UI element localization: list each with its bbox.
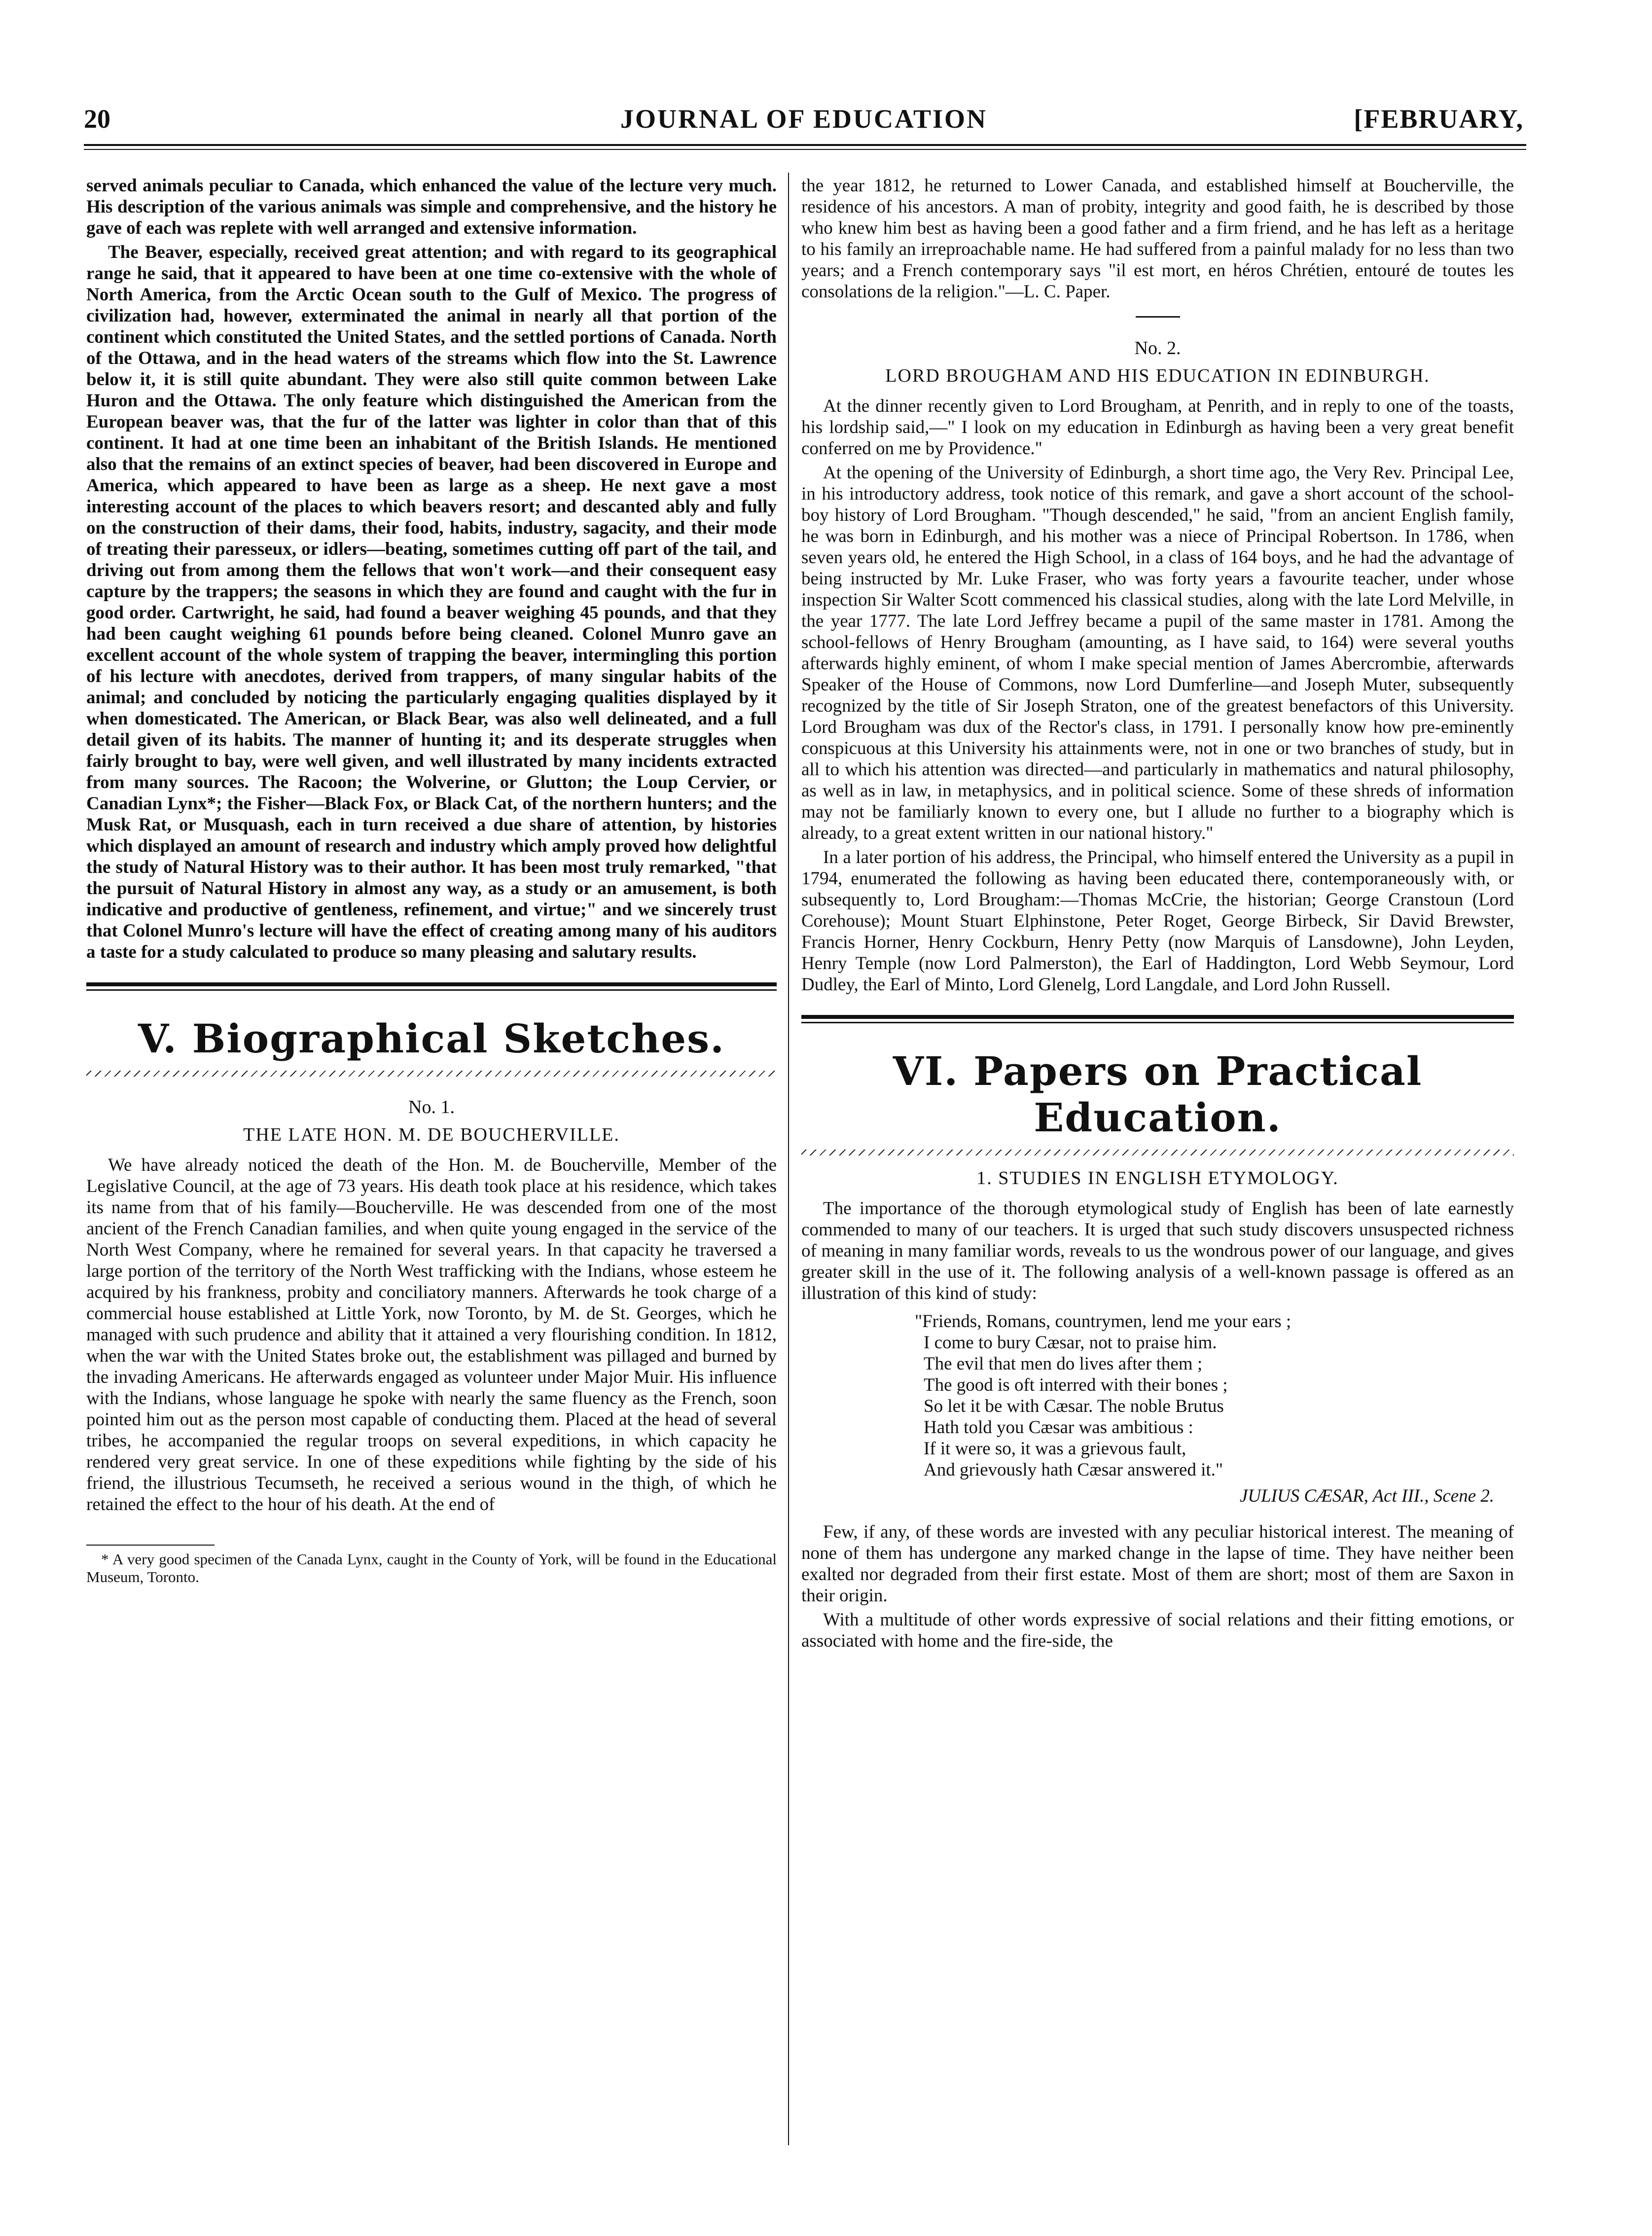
article-title: LORD BROUGHAM AND HIS EDUCATION IN EDINBURGH. — [885, 365, 1430, 386]
article-number: No. 1. — [408, 1097, 455, 1118]
poem-line: Hath told you Cæsar was ambitious : — [924, 1417, 1193, 1438]
section-heading-practical-education: VI. Papers on Practical Education. — [893, 1048, 1423, 1141]
paragraph: the year 1812, he returned to Lower Canada, and established himself at Boucherville, the residence of his ancestors. A man of probity, integrity and good faith, he is described by those who knew him best as having been a good father and a firm friend, and he has left as a heritage to his family an irreproachable name. He had suffered from a painful malady for no less than two years; and a French contemporary says "il est mort, en héros Chrétien, entouré de toutes les consolations de la religion."—L. C. Paper. — [801, 176, 1514, 302]
article-title: 1. STUDIES IN ENGLISH ETYMOLOGY. — [976, 1168, 1339, 1189]
article-title: THE LATE HON. M. DE BOUCHERVILLE. — [243, 1124, 620, 1145]
column-separator — [788, 173, 789, 2145]
poem-line: The evil that men do lives after them ; — [924, 1354, 1203, 1374]
section-rule-thin — [86, 989, 777, 991]
poem-line: So let it be with Cæsar. The noble Brutus — [924, 1396, 1224, 1416]
running-title: JOURNAL OF EDUCATION — [620, 104, 988, 134]
right-column — [801, 175, 1514, 1655]
left-column — [86, 175, 777, 1586]
paragraph: With a multitude of other words expressive of social relations and their fitting emotions, or associated with home and the fire-side, the — [801, 1610, 1514, 1651]
paragraph: served animals peculiar to Canada, which enhanced the value of the lecture very much. His description of the various animals was simple and comprehensive, and the history he gave of each was replete with well arranged and extensive information. — [86, 176, 777, 238]
wavy-rule — [801, 1150, 1514, 1155]
running-header — [84, 104, 1524, 138]
wavy-rule — [86, 1071, 777, 1077]
paragraph: The Beaver, especially, received great attention; and with regard to its geographical range he said, that it appeared to have been at one time co-extensive with the whole of North America, from the Arctic Ocean south to the Gulf of Mexico. The progress of civilization had, however, exterminated the animal in nearly all that portion of the continent which constituted the United States, and the settled portions of Canada. North of the Ottawa, and in the head waters of the streams which flow into the St. Lawrence below it, it is still quite abundant. They were also still quite common between Lake Huron and the Ottawa. The only feature which distinguished the American from the European beaver was, that the fur of the latter was lighter in color than that of this continent. It had at one time been an inhabitant of the British Islands. He mentioned also that the remains of an extinct species of beaver, had been discovered in Europe and America, which appeared to have been as large as a sheep. He next gave a most interesting account of the places to which beavers resort; and descanted ably and fully on the construction of their dams, their food, habits, industry, sagacity, and their mode of treating their paresseux, or idlers—beating, sometimes cutting off part of the tail, and driving out from among them the fellows that won't work—and their consequent easy capture by the trappers; the seasons in which they are found and caught with the fur in good order. Cartwright, he said, had found a beaver weighing 45 pounds, and that they had been caught weighing 61 pounds before being cleaned. Colonel Munro gave an excellent account of the whole system of trapping the beaver, intermingling this portion of his lecture with anecdotes, derived from trappers, of many singular habits of the animal; and concluded by noticing the particularly engaging qualities displayed by it when domesticated. The American, or Black Bear, was also well delineated, and a full detail given of its habits. The manner of hunting it; and its desperate struggles when fairly brought to bay, were well given, and well illustrated by many incidents extracted from many sources. The Racoon; the Wolverine, or Glutton; the Loup Cervier, or Canadian Lynx*; the Fisher—Black Fox, or Black Cat, of the northern hunters; and the Musk Rat, or Musquash, each in turn received a due share of attention, by histories which displayed an amount of research and industry which amply proved how delightful the study of Natural History was to their author. It has been most truly remarked, "that the pursuit of Natural History in almost any way, as a study or an amusement, is both indicative and productive of gentleness, refinement, and virtue;" and we sincerely trust that Colonel Munro's lecture will have the effect of creating among many of his auditors a taste for a study calculated to produce so many pleasing and salutary results. — [86, 242, 777, 962]
poem-citation: JULIUS CÆSAR, Act III., Scene 2. — [1239, 1486, 1494, 1506]
poem-line: I come to bury Cæsar, not to praise him. — [924, 1333, 1217, 1353]
paragraph: We have already noticed the death of the Hon. M. de Boucherville, Member of the Legislative Council, at the age of 73 years. His death took place at his residence, which takes its name from that of his family—Boucherville. He was descended from one of the most ancient of the French Canadian families, and when quite young engaged in the service of the North West Company, where he remained for several years. In that capacity he traversed a large portion of the territory of the North West trafficking with the Indians, whose esteem he acquired by his frankness, probity and conciliatory manners. Afterwards he took charge of a commercial house established at Little York, now Toronto, by M. de St. Georges, which he managed with such prudence and ability that it attained a very flourishing condition. In 1812, when the war with the United States broke out, the establishment was pillaged and burned by the invading Americans. He afterwards engaged as volunteer under Major Muir. His influence with the Indians, whose language he spoke with nearly the same fluency as the French, soon pointed him out as the person most capable of conducting them. Placed at the head of several tribes, he accompanied the regular troops on several expeditions, in which capacity he rendered very great service. In one of these expeditions while fighting by the side of his friend, the illustrious Tecumseth, he received a serious wound in the thigh, of which he retained the effect to the hour of his death. At the end of — [86, 1155, 777, 1515]
paragraph: Few, if any, of these words are invested with any peculiar historical interest. The meaning of none of them has undergone any marked change in the lapse of time. They have neither been exalted nor degraded from their first estate. Most of them are short; most of them are Saxon in their origin. — [801, 1522, 1514, 1606]
running-month: [FEBRUARY, — [1354, 104, 1524, 134]
section-rule — [801, 1015, 1514, 1019]
section-heading-biographical-sketches: V. Biographical Sketches. — [138, 1015, 725, 1062]
header-rule-thin — [84, 149, 1526, 150]
poem-line: The good is oft interred with their bones ; — [924, 1375, 1228, 1395]
paragraph: At the opening of the University of Edinburgh, a short time ago, the Very Rev. Principal Lee, in his introductory address, took notice of this remark, and gave a short account of the school-boy history of Lord Brougham. "Though descended," he said, "from an ancient English family, he was born in Edinburgh, and his mother was a niece of Principal Robertson. In 1786, when seven years old, he entered the High School, in a class of 164 boys, and he had the advantage of being instructed by Mr. Luke Fraser, who was forty years a favourite teacher, under whose inspection Sir Walter Scott commenced his classical studies, along with the late Lord Melville, in the year 1777. The late Lord Jeffrey became a pupil of the same master in 1781. Among the school-fellows of Henry Brougham (amounting, as I have said, to 164) were several youths afterwards highly eminent, of whom I make special mention of James Abercrombie, afterwards Speaker of the House of Commons, now Lord Dumferline—and Joseph Muter, subsequently recognized by the title of Sir Joseph Straton, one of the greatest benefactors of this University. Lord Brougham was dux of the Rector's class, in 1791. I personally know how pre-eminently conspicuous at this University his attainments were, not in one or two branches of study, but in all to which his attention was directed—and particularly in mathematics and natural philosophy, as well as in law, in metaphysics, and in political science. Some of these shreds of information may not be familiarly known to every one, but I allude no further to a biography which is already, to a great extent written in our national history." — [801, 463, 1514, 843]
section-rule — [86, 982, 777, 986]
footnote: * A very good specimen of the Canada Lynx, caught in the County of York, will be found in the Educational Museum, Toronto. — [86, 1551, 777, 1586]
poem-line: If it were so, it was a grievous fault, — [924, 1439, 1186, 1459]
header-rule — [84, 144, 1526, 146]
article-number: No. 2. — [1134, 338, 1181, 359]
poem-line: And grievously hath Cæsar answered it." — [924, 1460, 1223, 1480]
page-number: 20 — [84, 104, 110, 134]
paragraph: The importance of the thorough etymological study of English has been of late earnestly commended to many of our teachers. It is urged that such study discovers unsuspected richness of meaning in many familiar words, reveals to us the wondrous power of our language, and gives greater skill in the use of it. The following analysis of a well-known passage is offered as an illustration of this kind of study: — [801, 1198, 1514, 1303]
footnote-rule — [86, 1545, 215, 1546]
paragraph: At the dinner recently given to Lord Brougham, at Penrith, and in reply to one of the toasts, his lordship said,—" I look on my education in Edinburgh as having been a very great benefit conferred on me by Providence." — [801, 396, 1514, 459]
poem-quotation — [915, 1311, 1514, 1480]
poem-line: "Friends, Romans, countrymen, lend me your ears ; — [915, 1311, 1292, 1332]
paragraph: In a later portion of his address, the Principal, who himself entered the University as a pupil in 1794, enumerated the following as having been educated there, contemporaneously with, or subsequently to, Lord Brougham:—Thomas McCrie, the historian; George Cranstoun (Lord Corehouse); Mount Stuart Elphinstone, Peter Roget, George Birbeck, Sir David Brewster, Francis Horner, Henry Cockburn, Henry Petty (now Marquis of Lansdowne), John Leyden, Henry Temple (now Lord Palmerston), the Earl of Haddington, Lord Webb Seymour, Lord Dudley, the Earl of Minto, Lord Glenelg, Lord Langdale, and Lord John Russell. — [801, 847, 1514, 995]
short-rule — [1136, 316, 1180, 318]
section-rule-thin — [801, 1022, 1514, 1023]
